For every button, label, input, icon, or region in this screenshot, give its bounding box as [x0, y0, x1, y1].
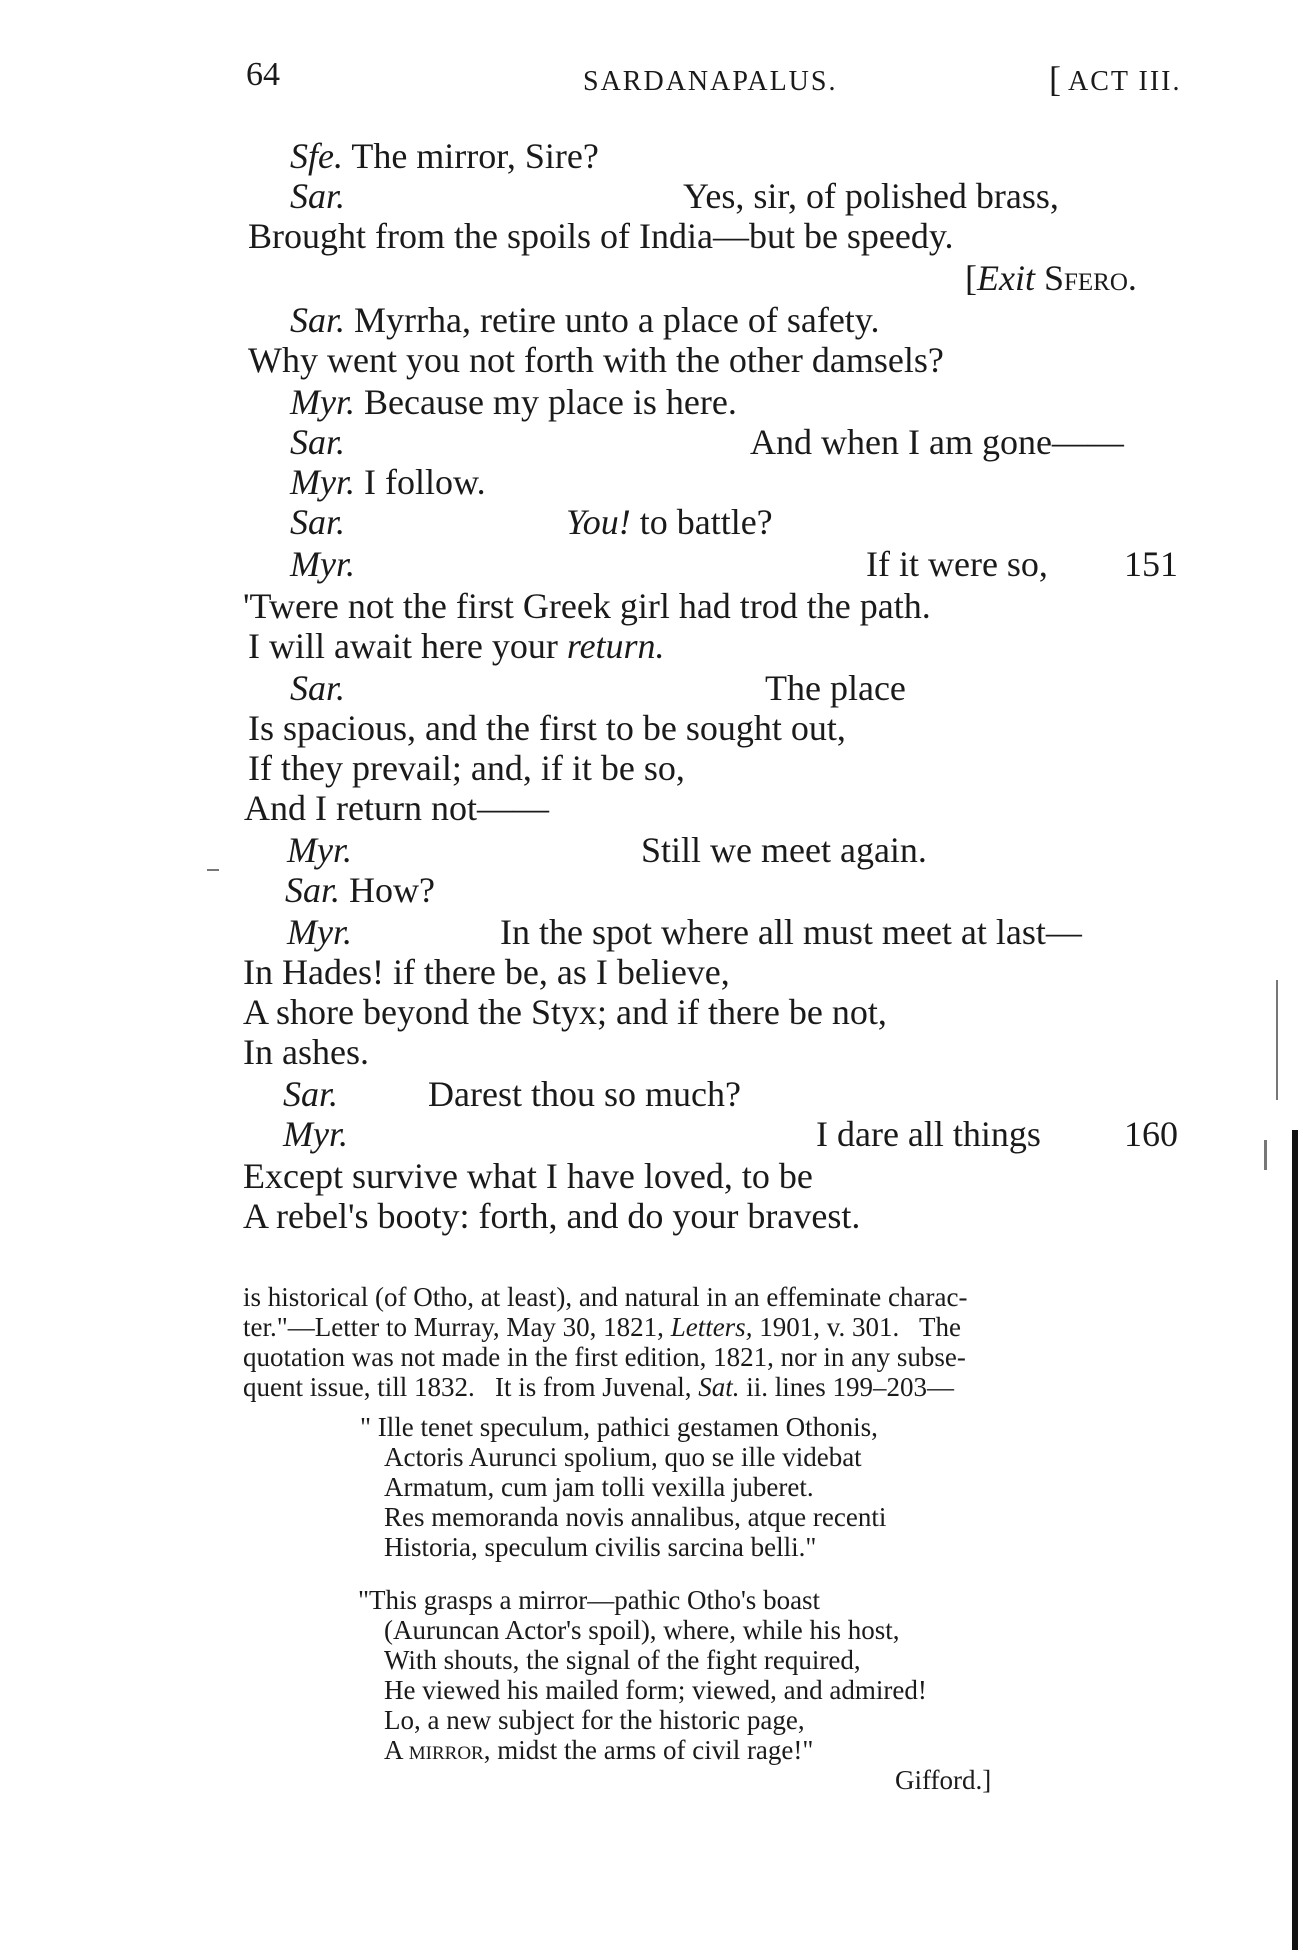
- footnote-text: ter."—Letter to Murray, May 30, 1821,: [243, 1312, 671, 1342]
- verse-line-20: In the spot where all must meet at last—: [500, 912, 1082, 952]
- verse-text: Because my place is here.: [355, 382, 737, 422]
- verse-line-26: Except survive what I have loved, to be: [243, 1156, 813, 1196]
- verse-line-12: 'Twere not the first Greek girl had trod the path.: [243, 586, 931, 626]
- latin-quote-line: " Ille tenet speculum, pathici gestamen Othonis,: [360, 1412, 878, 1442]
- attribution: Gifford.]: [895, 1765, 992, 1795]
- page-number: 64: [246, 56, 280, 93]
- verse-line-9: [290, 462, 486, 502]
- verse-line-13: [248, 626, 665, 666]
- stage-name: Sfero.: [1034, 258, 1137, 298]
- latin-quote-line: Armatum, cum jam tolli vexilla juberet.: [384, 1472, 814, 1502]
- english-quote-line: (Auruncan Actor's spoil), where, while his host,: [384, 1615, 900, 1645]
- footnote-italic: Sat.: [698, 1372, 740, 1402]
- speaker-label: Myr.: [287, 830, 352, 870]
- speaker-label: Myr.: [290, 382, 355, 422]
- verse-line-18: Still we meet again.: [641, 830, 927, 870]
- verse-line-11: If it were so,: [866, 544, 1048, 584]
- verse-line-5: [290, 300, 879, 340]
- speaker-label: Sar.: [290, 502, 346, 542]
- footnote-text: ii. lines 199–203—: [739, 1372, 954, 1402]
- verse-line-17: And I return not——: [244, 788, 549, 828]
- emphasis: return.: [566, 626, 665, 666]
- verse-text: to battle?: [630, 502, 773, 542]
- stage-exit: Exit: [977, 258, 1035, 298]
- speaker-label: Myr.: [283, 1114, 348, 1154]
- verse-line-7: [290, 382, 737, 422]
- speaker-label: Myr.: [287, 912, 352, 952]
- margin-mark: [207, 869, 219, 871]
- line-number: 160: [1124, 1114, 1178, 1154]
- small-caps-text: A mirror,: [384, 1735, 491, 1765]
- speaker-label: Sar.: [285, 870, 341, 910]
- running-title: SARDANAPALUS.: [583, 66, 838, 97]
- verse-line-23: In ashes.: [243, 1032, 369, 1072]
- stage-bracket: [: [965, 258, 977, 298]
- margin-mark: [1264, 1140, 1267, 1170]
- speaker-label: Myr.: [290, 544, 355, 584]
- footnote-line-4: [243, 1372, 954, 1403]
- english-quote-line: Lo, a new subject for the historic page,: [384, 1705, 805, 1735]
- verse-text: How?: [340, 870, 436, 910]
- footnote-italic: Letters,: [670, 1312, 753, 1342]
- footnote-line-1: is historical (of Otho, at least), and natural in an effeminate charac-: [243, 1282, 968, 1312]
- verse-text: The mirror, Sire?: [342, 136, 599, 176]
- binding-edge: [1292, 1130, 1298, 1950]
- footnote-text: 1901, v. 301. The: [752, 1312, 961, 1342]
- verse-line-15: Is spacious, and the first to be sought out,: [248, 708, 846, 748]
- english-quote-line: [384, 1735, 813, 1766]
- verse-line-25: I dare all things: [816, 1114, 1041, 1154]
- latin-quote-line: Historia, speculum civilis sarcina belli.": [384, 1532, 817, 1562]
- verse-line-6: Why went you not forth with the other damsels?: [248, 340, 944, 380]
- stage-direction-exit: [965, 258, 1137, 298]
- verse-line-16: If they prevail; and, if it be so,: [248, 748, 685, 788]
- speaker-label: Sar.: [290, 668, 346, 708]
- line-number: 151: [1124, 544, 1178, 584]
- speaker-label: Sar.: [290, 176, 346, 216]
- margin-mark: [1276, 980, 1278, 1100]
- verse-line-27: A rebel's booty: forth, and do your bravest.: [243, 1196, 861, 1236]
- footnote-text: midst the arms of civil rage!": [490, 1735, 814, 1765]
- verse-line-10: [566, 502, 773, 542]
- footnote-line-3: quotation was not made in the first edition, 1821, nor in any subse-: [243, 1342, 966, 1372]
- speaker-label: Sar.: [290, 422, 346, 462]
- act-label: ACT III.: [1068, 66, 1182, 97]
- speaker-label: Sar.: [290, 300, 346, 340]
- footnote-text: quent issue, till 1832. It is from Juvenal,: [243, 1372, 699, 1402]
- verse-text: I follow.: [355, 462, 486, 502]
- verse-line-3: Brought from the spoils of India—but be speedy.: [248, 216, 954, 256]
- verse-line-14: The place: [765, 668, 906, 708]
- speaker-label: Sfe.: [290, 136, 343, 176]
- verse-text: I will await here your: [248, 626, 567, 666]
- speaker-label: Myr.: [290, 462, 355, 502]
- verse-line-1: [290, 136, 599, 176]
- verse-line-22: A shore beyond the Styx; and if there be not,: [243, 992, 887, 1032]
- english-quote-line: He viewed his mailed form; viewed, and admired!: [384, 1675, 927, 1705]
- act-bracket: [: [1049, 59, 1061, 99]
- english-quote-line: With shouts, the signal of the fight required,: [384, 1645, 861, 1675]
- latin-quote-line: Actoris Aurunci spolium, quo se ille videbat: [384, 1442, 862, 1472]
- verse-line-8: And when I am gone——: [750, 422, 1124, 462]
- latin-quote-line: Res memoranda novis annalibus, atque recenti: [384, 1502, 887, 1532]
- verse-line-2: Yes, sir, of polished brass,: [683, 176, 1059, 216]
- speaker-label: Sar.: [283, 1074, 339, 1114]
- verse-line-19: [285, 870, 435, 910]
- verse-text: Myrrha, retire unto a place of safety.: [345, 300, 880, 340]
- english-quote-line: "This grasps a mirror—pathic Otho's boast: [358, 1585, 821, 1615]
- verse-line-24: Darest thou so much?: [428, 1074, 741, 1114]
- emphasis: You!: [566, 502, 631, 542]
- footnote-line-2: [243, 1312, 961, 1343]
- verse-line-21: In Hades! if there be, as I believe,: [243, 952, 730, 992]
